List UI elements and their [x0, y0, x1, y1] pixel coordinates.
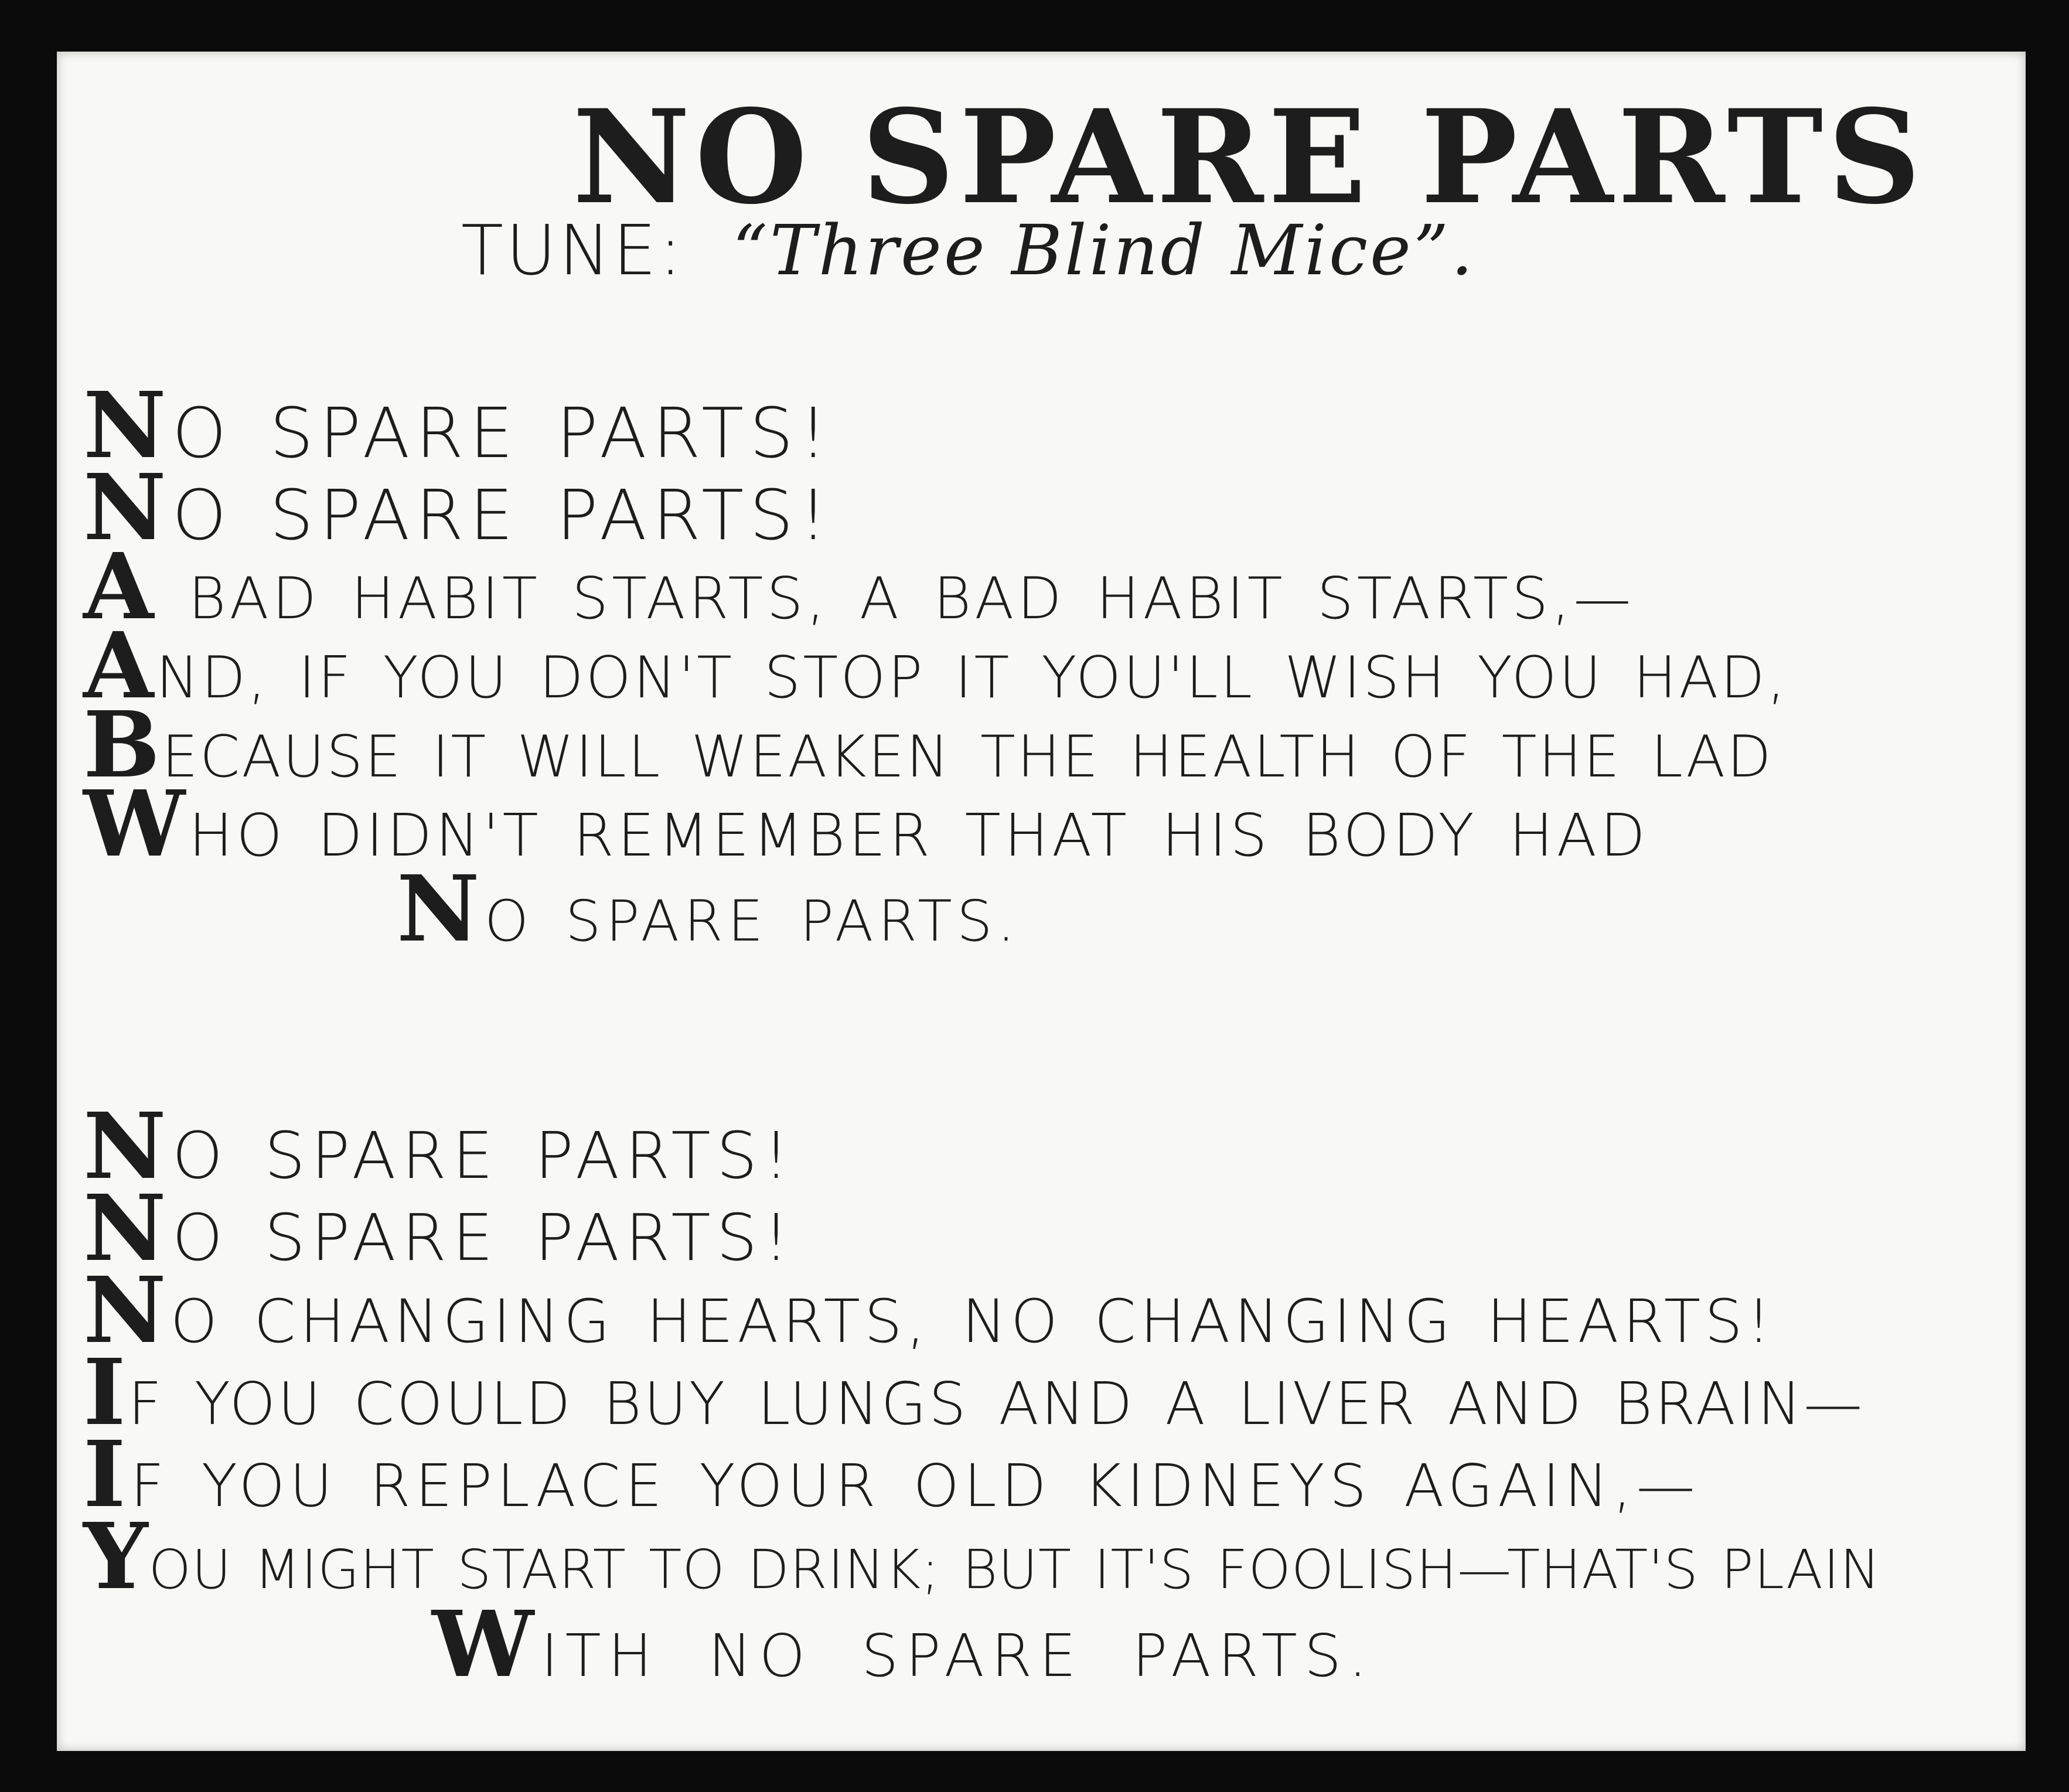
verse2-line-1-text: O SPARE PARTS!	[172, 1118, 795, 1193]
verse2-line-2	[83, 1174, 795, 1282]
verse1-line-5-text: ECAUSE IT WILL WEAKEN THE HEALTH OF THE LAD	[162, 724, 1773, 791]
verse2-line-7-text: ITH NO SPARE PARTS.	[541, 1621, 1375, 1690]
verse1-line-3-initial: A	[83, 533, 158, 640]
verse1-line-1-text: O SPARE PARTS!	[172, 393, 833, 473]
tune-name: “Three Blind Mice”.	[732, 210, 1475, 291]
verse1-line-2	[83, 454, 833, 561]
page-title: NO SPARE PARTS	[572, 81, 1926, 233]
verse2-line-4	[83, 1338, 1865, 1446]
tune-label: TUNE:	[461, 210, 685, 291]
verse2-line-3-initial: N	[83, 1256, 171, 1364]
verse2-line-1	[83, 1092, 795, 1200]
verse2-line-2-text: O SPARE PARTS!	[172, 1200, 795, 1275]
verse1-line-4	[83, 612, 1788, 719]
verse2-line-6-text: OU MIGHT START TO DRINK; BUT IT'S FOOLISH—THAT'S PLAIN	[148, 1538, 1881, 1601]
verse1-line-7-text: O SPARE PARTS.	[484, 888, 1020, 954]
verse2-line-5-text: F YOU REPLACE YOUR OLD KIDNEYS AGAIN,—	[130, 1452, 1700, 1520]
verse2-line-5	[83, 1420, 1700, 1528]
verse1-line-3-text: BAD HABIT STARTS, A BAD HABIT STARTS,—	[157, 565, 1635, 632]
verse2-line-6-initial: Y	[83, 1503, 149, 1610]
verse2-line-4-initial: I	[83, 1338, 128, 1446]
verse1-line-4-text: ND, IF YOU DON'T STOP IT YOU'LL WISH YOU HAD,	[156, 645, 1788, 711]
verse2-line-7-initial: W	[432, 1590, 541, 1698]
verse2-line-6	[83, 1503, 1881, 1610]
verse2-line-5-initial: I	[83, 1420, 131, 1528]
lantern-slide	[57, 52, 2026, 1751]
verse2-line-2-initial: N	[83, 1174, 172, 1282]
verse1-line-2-text: O SPARE PARTS!	[172, 475, 833, 556]
verse1-line-7-initial: N	[397, 855, 485, 962]
verse1-line-6-initial: W	[83, 770, 189, 877]
verse1-line-2-initial: N	[83, 454, 172, 561]
verse1-line-7	[397, 855, 1020, 962]
verse1-line-3	[83, 533, 1635, 640]
verse1-line-5-initial: B	[83, 691, 162, 798]
verse1-line-6-text: HO DIDN'T REMEMBER THAT HIS BODY HAD	[189, 801, 1649, 870]
verse1-line-6	[83, 770, 1649, 877]
verse2-line-1-initial: N	[83, 1092, 172, 1200]
verse1-line-5	[83, 691, 1773, 798]
verse1-line-1-initial: N	[83, 372, 172, 479]
verse2-line-3	[83, 1256, 1775, 1364]
verse2-line-7	[432, 1590, 1375, 1698]
verse1-line-4-initial: A	[83, 612, 156, 719]
verse2-line-3-text: O CHANGING HEARTS, NO CHANGING HEARTS!	[170, 1287, 1775, 1357]
verse2-line-4-text: F YOU COULD BUY LUNGS AND A LIVER AND BRAIN—	[128, 1369, 1865, 1438]
verse1-line-1	[83, 372, 833, 479]
tune-line	[461, 210, 1475, 291]
